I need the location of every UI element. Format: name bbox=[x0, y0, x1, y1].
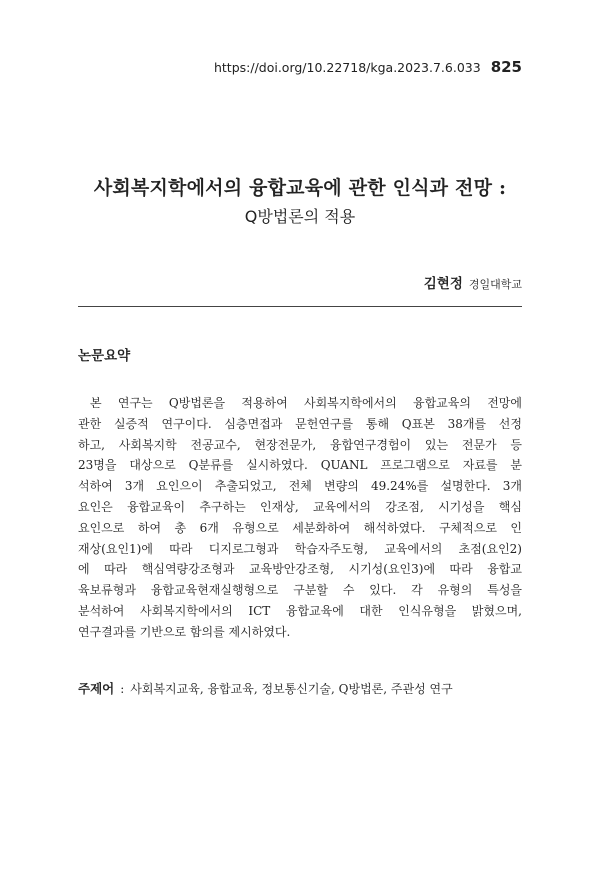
abstract-line: 육보류형과 융합교육현재실행형으로 구분할 수 있다. 각 유형의 특성을 bbox=[78, 583, 522, 598]
abstract-body bbox=[78, 393, 522, 643]
doi-link[interactable]: https://doi.org/10.22718/kga.2023.7.6.033 bbox=[213, 60, 481, 75]
abstract-heading: 논문요약 bbox=[78, 348, 131, 364]
abstract-line: 23명을 대상으로 Q분류를 실시하였다. QUANL 프로그램으로 자료를 분 bbox=[78, 458, 522, 473]
author-line bbox=[424, 272, 522, 292]
abstract-line: 재상(요인1)에 따라 디지로그형과 학습자주도형, 교육에서의 초점(요인2) bbox=[78, 541, 522, 556]
abstract-line: 분석하여 사회복지학에서의 ICT 융합교육에 대한 인식유형을 밝혔으며, bbox=[78, 603, 522, 618]
author-affiliation: 경일대학교 bbox=[468, 278, 522, 291]
author-name: 김현정 bbox=[423, 276, 463, 292]
page-number: 825 bbox=[490, 58, 522, 76]
keywords-line bbox=[78, 679, 522, 697]
paper-subtitle: Q방법론의 적용 bbox=[244, 207, 356, 226]
abstract-line: 에 따라 핵심역량강조형과 교육방안강조형, 시기성(요인3)에 따라 융합교 bbox=[78, 562, 522, 577]
keywords-label: 주제어 bbox=[78, 681, 115, 696]
abstract-line: 관한 실증적 연구이다. 심층면접과 문헌연구를 통해 Q표본 38개를 선정 bbox=[78, 416, 522, 431]
abstract-line: 요인은 융합교육이 추구하는 인재상, 교육에서의 강조점, 시기성을 핵심 bbox=[78, 499, 522, 514]
abstract-line: 하고, 사회복지학 전공교수, 현장전문가, 융합연구경험이 있는 전문가 등 bbox=[78, 437, 522, 452]
abstract-line: 연구결과를 기반으로 함의를 제시하였다. bbox=[78, 624, 291, 639]
keywords-text: 사회복지교육, 융합교육, 정보통신기술, Q방법론, 주관성 연구 bbox=[130, 682, 453, 696]
paper-title: 사회복지학에서의 융합교육에 관한 인식과 전망 : bbox=[93, 177, 507, 199]
abstract-line: 요인으로 하여 총 6개 유형으로 세분화하여 해석하였다. 구체적으로 인 bbox=[78, 520, 522, 535]
paper-title-block bbox=[0, 173, 600, 227]
abstract-line: 석하여 3개 요인으이 추출되었고, 전체 변량의 49.24%를 설명한다. 3개 bbox=[78, 479, 522, 494]
title-divider bbox=[78, 306, 522, 307]
keywords-separator: : bbox=[120, 682, 125, 696]
page-header bbox=[214, 58, 522, 76]
abstract-line: 본 연구는 Q방법론을 적용하여 사회복지학에서의 융합교육의 전망에 bbox=[90, 396, 522, 410]
